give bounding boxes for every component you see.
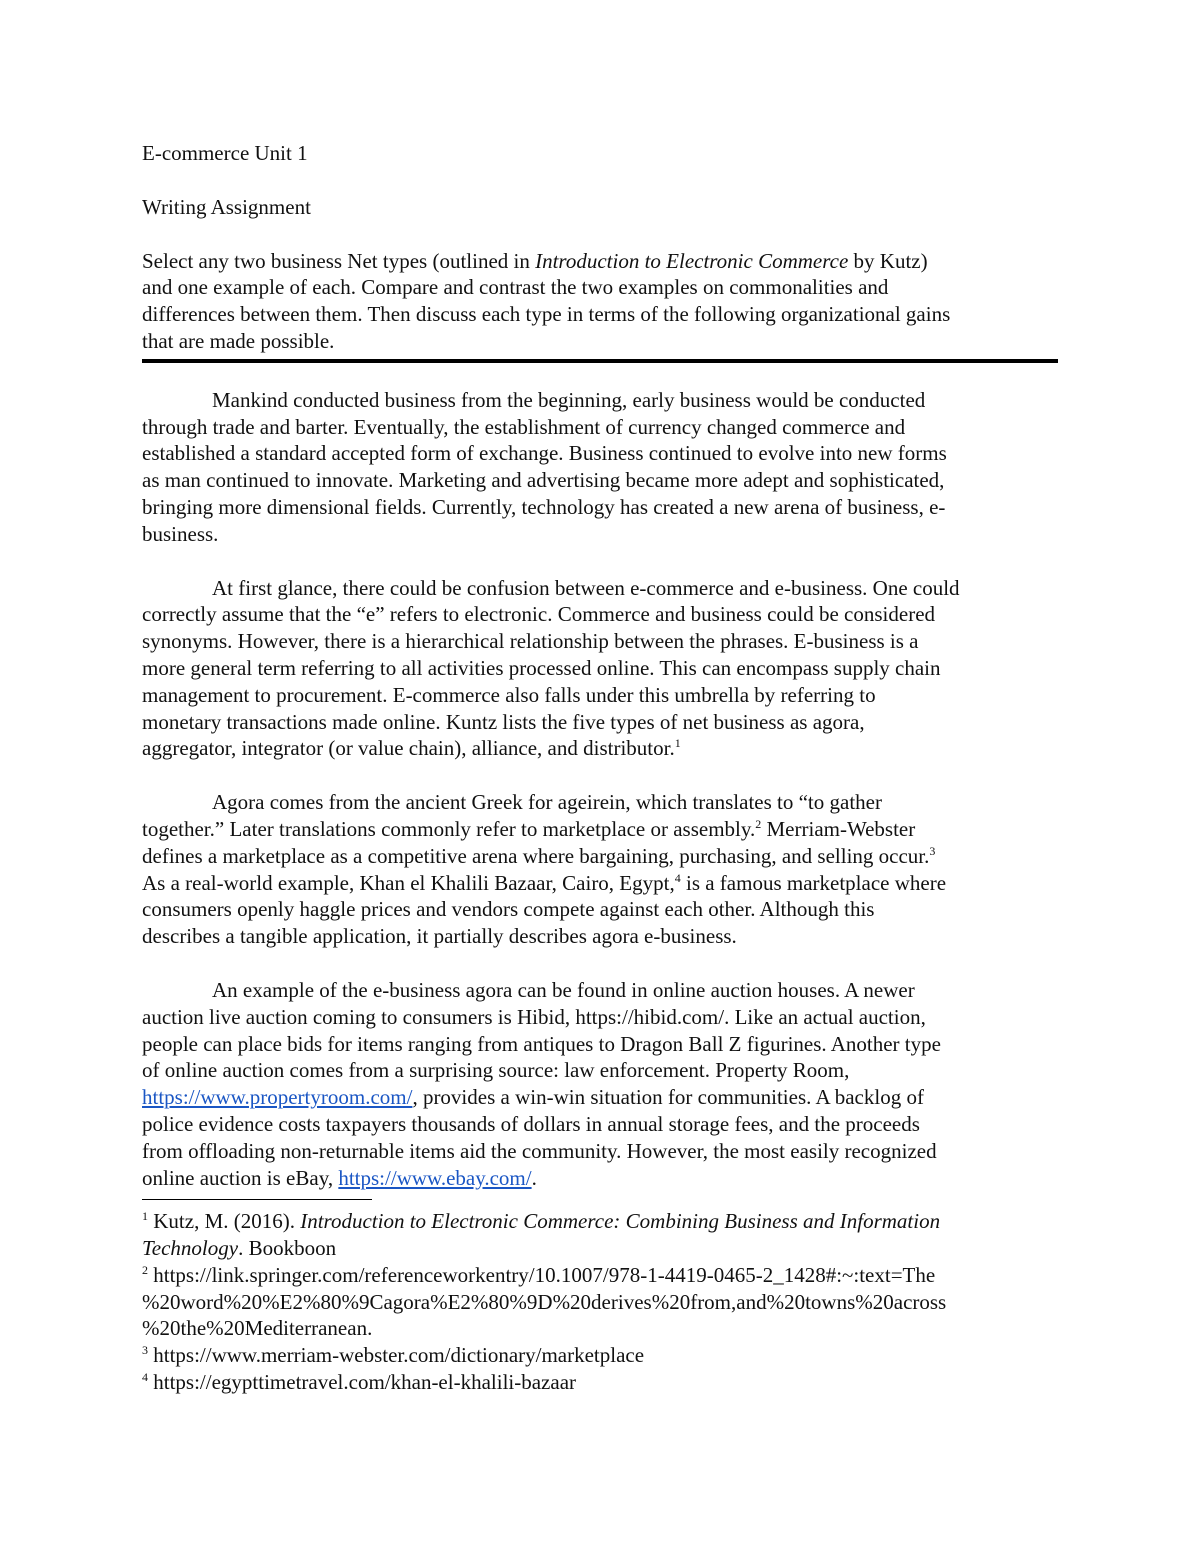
footnote-ref[interactable]: 1 — [674, 736, 681, 751]
prompt-line: differences between them. Then discuss each type in terms of the following organizational gains — [142, 302, 951, 327]
paragraph-line — [142, 735, 1062, 762]
footnote-ref[interactable]: 2 — [755, 816, 762, 831]
footnote-text: https://link.springer.com/referenceworkentry/10.1007/978-1-4419-0465-2_1428#:~:text=The — [148, 1262, 936, 1287]
prompt-text: by Kutz) — [848, 248, 928, 273]
section-divider — [142, 359, 1058, 363]
paragraph-line: consumers openly haggle prices and vendors compete against each other. Although this — [142, 897, 875, 922]
footnote-text: Kutz, M. (2016). — [148, 1209, 301, 1234]
paragraph-line: monetary transactions made online. Kuntz lists the five types of net business as agora, — [142, 709, 865, 734]
paragraph-line: of online auction comes from a surprising source: law enforcement. Property Room, — [142, 1058, 850, 1083]
paragraph-line: At first glance, there could be confusion between e-commerce and e-business. One could — [212, 575, 960, 600]
paragraph-text: . — [531, 1165, 537, 1190]
prompt-text: Select any two business Net types (outlined in — [142, 248, 536, 273]
footnote-number: 2 — [142, 1262, 148, 1277]
paragraph-line: bringing more dimensional fields. Currently, technology has created a new arena of business, e- — [142, 494, 946, 519]
paragraph-line: established a standard accepted form of exchange. Business continued to evolve into new forms — [142, 441, 947, 466]
ebay-link[interactable]: https://www.ebay.com/ — [338, 1165, 532, 1190]
footnote-book-title: Introduction to Electronic Commerce: Combining Business and Information — [300, 1209, 941, 1234]
document-page — [142, 140, 1062, 1396]
paragraph-intro — [142, 387, 1062, 548]
paragraph-text: aggregator, integrator (or value chain), alliance, and distributor. — [142, 736, 675, 761]
footnote-4 — [142, 1369, 1062, 1396]
paragraph-text: online auction is eBay, — [142, 1165, 339, 1190]
footnote-number: 1 — [142, 1209, 148, 1224]
paragraph-line: An example of the e-business agora can be found in online auction houses. A newer — [212, 977, 915, 1002]
paragraph-auctions — [142, 977, 1062, 1191]
document-subtitle: Writing Assignment — [142, 194, 311, 219]
footnote-book-title: Technology — [142, 1236, 239, 1261]
propertyroom-link[interactable]: https://www.propertyroom.com/ — [142, 1085, 413, 1110]
prompt-line — [142, 248, 1062, 275]
footnote-text: https://egypttimetravel.com/khan-el-khalili-bazaar — [148, 1370, 577, 1395]
footnote-text: https://www.merriam-webster.com/dictionary/marketplace — [148, 1343, 645, 1368]
paragraph-line: as man continued to innovate. Marketing and advertising became more adept and sophisticated, — [142, 468, 945, 493]
footnote-ref[interactable]: 3 — [929, 843, 936, 858]
paragraph-line: through trade and barter. Eventually, the establishment of currency changed commerce and — [142, 414, 906, 439]
paragraph-line: Agora comes from the ancient Greek for ageirein, which translates to “to gather — [212, 790, 882, 815]
paragraph-text: defines a marketplace as a competitive arena where bargaining, purchasing, and selling occur. — [142, 843, 930, 868]
assignment-prompt — [142, 248, 1062, 355]
footnote-ref[interactable]: 4 — [674, 870, 681, 885]
paragraph-line — [142, 870, 1062, 897]
footnote-2-cont: %20word%20%E2%80%9Cagora%E2%80%9D%20derives%20from,and%20towns%20across — [142, 1289, 947, 1314]
book-title: Introduction to Electronic Commerce — [535, 248, 849, 273]
paragraph-line: people can place bids for items ranging from antiques to Dragon Ball Z figurines. Another type — [142, 1031, 941, 1056]
paragraph-text: together.” Later translations commonly refer to marketplace or assembly. — [142, 816, 756, 841]
paragraph-line: management to procurement. E-commerce also falls under this umbrella by referring to — [142, 682, 876, 707]
paragraph-text: As a real-world example, Khan el Khalili Bazaar, Cairo, Egypt, — [142, 870, 675, 895]
paragraph-line — [142, 1165, 1062, 1192]
paragraph-text: , provides a win-win situation for communities. A backlog of — [412, 1085, 924, 1110]
footnote-separator — [142, 1199, 372, 1200]
paragraph-line: more general term referring to all activities processed online. This can encompass supply chain — [142, 655, 941, 680]
prompt-line: that are made possible. — [142, 328, 335, 353]
paragraph-line: police evidence costs taxpayers thousands of dollars in annual storage fees, and the proceeds — [142, 1111, 920, 1136]
footnote-1 — [142, 1208, 1062, 1235]
paragraph-line: correctly assume that the “e” refers to electronic. Commerce and business could be considered — [142, 602, 936, 627]
paragraph-line: business. — [142, 521, 219, 546]
footnote-1-cont — [142, 1235, 1062, 1262]
footnote-text: . Bookboon — [238, 1236, 337, 1261]
paragraph-text: Merriam-Webster — [761, 816, 916, 841]
footnote-number: 4 — [142, 1370, 148, 1385]
document-title: E-commerce Unit 1 — [142, 141, 308, 165]
paragraph-line: Mankind conducted business from the beginning, early business would be conducted — [212, 387, 926, 412]
footnote-2-cont: %20the%20Mediterranean. — [142, 1316, 373, 1341]
paragraph-line — [142, 816, 1062, 843]
footnote-number: 3 — [142, 1343, 148, 1358]
paragraph-line: synonyms. However, there is a hierarchical relationship between the phrases. E-business is a — [142, 629, 919, 654]
paragraph-text: is a famous marketplace where — [680, 870, 947, 895]
paragraph-line: from offloading non-returnable items aid the community. However, the most easily recognized — [142, 1138, 937, 1163]
prompt-line: and one example of each. Compare and contrast the two examples on commonalities and — [142, 275, 889, 300]
footnote-2 — [142, 1262, 1062, 1289]
paragraph-line — [142, 843, 1062, 870]
footnote-3 — [142, 1342, 1062, 1369]
paragraph-agora — [142, 789, 1062, 950]
paragraph-definitions — [142, 575, 1062, 763]
paragraph-line: auction live auction coming to consumers is Hibid, https://hibid.com/. Like an actual auction, — [142, 1004, 926, 1029]
footnotes — [142, 1208, 1062, 1396]
paragraph-line: describes a tangible application, it partially describes agora e-business. — [142, 924, 737, 949]
paragraph-line — [142, 1084, 1062, 1111]
